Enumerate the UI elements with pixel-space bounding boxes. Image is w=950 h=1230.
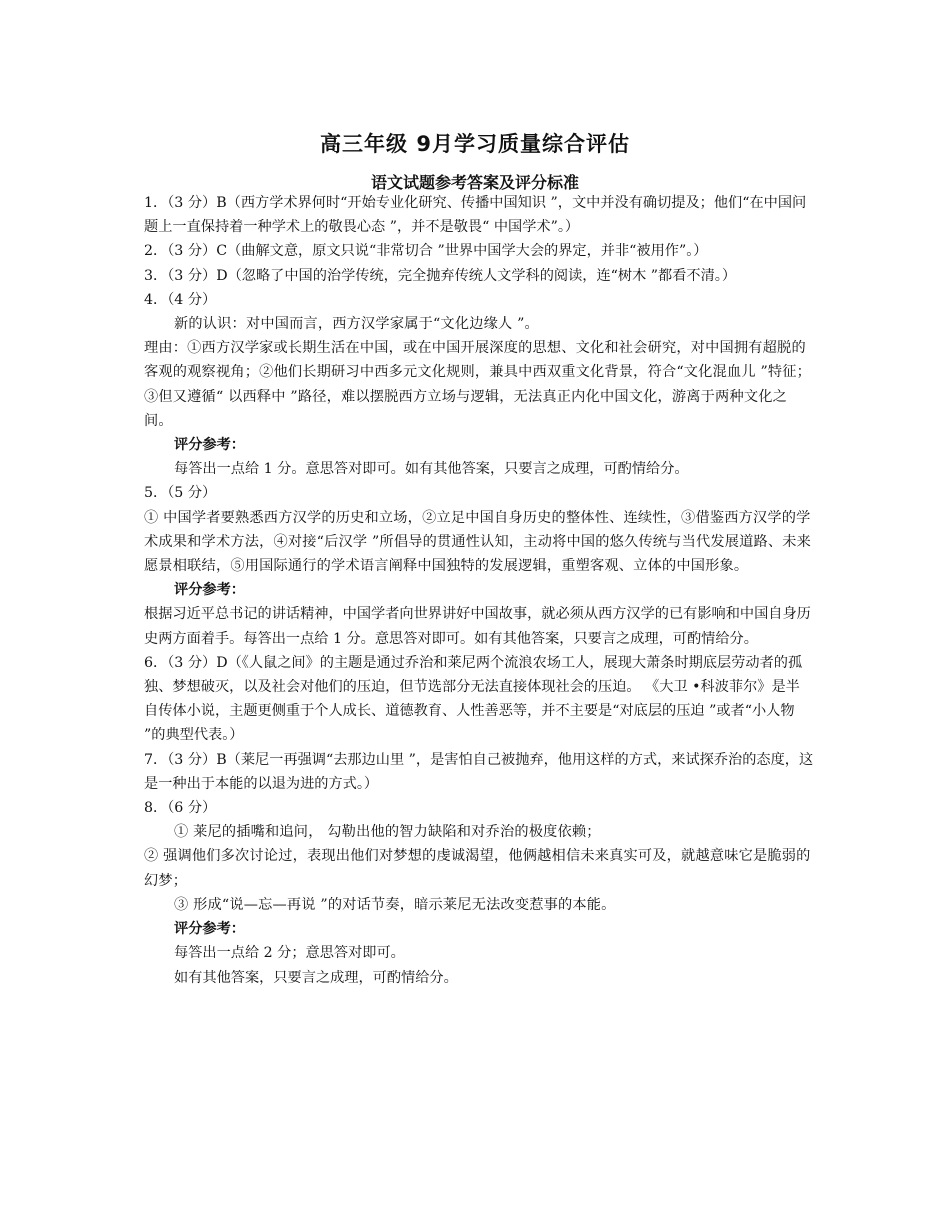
- answer-q4-score-label: 评分参考：: [174, 437, 245, 454]
- answer-content: [144, 191, 814, 990]
- answer-q5-head: 5．（5 分）: [144, 485, 217, 502]
- answer-q8-point3: ③ 形成“说—忘—再说 ”的对话节奏，暗示莱尼无法改变惹事的本能。: [174, 896, 616, 913]
- answer-q8-head: 8．（6 分）: [144, 800, 217, 817]
- page-title: 高三年级 9月学习质量综合评估: [320, 132, 630, 156]
- answer-q4-head: 4．（4 分）: [144, 291, 217, 308]
- answer-q6: 6．（3 分）D（《人鼠之间》的主题是通过乔治和莱尼两个流浪农场工人，展现大萧条时期底层劳动者的孤独、梦想破灭，以及社会对他们的压迫，但节选部分无法直接体现社会的压迫。 《大卫 •科波菲尔》是半自传体小说，主题更侧重于个人成长、道德教育、人性善恶等，并不主要是“对底层的压迫 ”或者“小人物 ”的典型代表。）: [144, 654, 803, 744]
- answer-q3: 3．（3 分）D（忽略了中国的治学传统，完全抛弃传统人文学科的阅读，连“树木 ”都看不清。）: [144, 267, 737, 284]
- answer-q5-score-label: 评分参考：: [174, 582, 245, 599]
- page-subtitle: 语文试题参考答案及评分标准: [370, 173, 579, 192]
- answer-q2: 2．（3 分）C（曲解文意，原文只说“非常切合 ”世界中国学大会的界定，并非“被用作”。）: [144, 243, 708, 260]
- answer-q8-point1: ① 莱尼的插嘴和追问， 勾勒出他的智力缺陷和对乔治的极度依赖；: [174, 824, 601, 841]
- answer-q4-new-understanding: 新的认识：对中国而言，西方汉学家属于“文化边缘人 ”。: [174, 316, 539, 333]
- answer-q7: 7．（3 分）B（莱尼一再强调“去那边山里 ”，是害怕自己被抛弃，他用这样的方式，来试探乔治的态度，这是一种出于本能的以退为进的方式。）: [144, 751, 814, 792]
- answer-q8-score1: 每答出一点给 2 分；意思答对即可。: [174, 945, 405, 962]
- answer-q4-reason: 理由：①西方汉学家或长期生活在中国，或在中国开展深度的思想、文化和社会研究，对中国拥有超脱的客观的观察视角；②他们长期研习中西多元文化规则，兼具中西双重文化背景，符合“文化混血儿 ”特征；③但又遵循“ 以西释中 ”路径，难以摆脱西方立场与逻辑，无法真正内化中国文化，游离于两种文化之间。: [144, 340, 812, 429]
- answer-q1: 1．（3 分）B（西方学术界何时“开始专业化研究、传播中国知识 ”，文中并没有确切提及；他们“在中国问题上一直保持着一种学术上的敬畏心态 ”，并不是敬畏“ 中国学术”。）: [144, 195, 807, 236]
- answer-q8-score2: 如有其他答案，只要言之成理，可酌情给分。: [174, 969, 458, 986]
- answer-q8-point2: ② 强调他们多次讨论过，表现出他们对梦想的虔诚渴望，他俩越相信未来真实可及，就越意味它是脆弱的幻梦；: [144, 848, 811, 889]
- answer-q5-body: ① 中国学者要熟悉西方汉学的历史和立场，②立足中国自身历史的整体性、连续性，③借鉴西方汉学的学术成果和学术方法，④对接“后汉学 ”所倡导的贯通性认知，主动将中国的悠久传统与当代发展道路、未来愿景相联结，⑤用国际通行的学术语言阐释中国独特的发展逻辑，重塑客观、立体的中国形象。: [144, 509, 812, 575]
- answer-q8-score-label: 评分参考：: [174, 921, 245, 938]
- answer-q4-score: 每答出一点给 1 分。意思答对即可。如有其他答案，只要言之成理，可酌情给分。: [174, 461, 689, 478]
- answer-q5-score: 根据习近平总书记的讲话精神，中国学者向世界讲好中国故事，就必须从西方汉学的已有影响和中国自身历史两方面着手。每答出一点给 1 分。意思答对即可。如有其他答案，只要言之成理，可酌情给分。: [144, 606, 811, 647]
